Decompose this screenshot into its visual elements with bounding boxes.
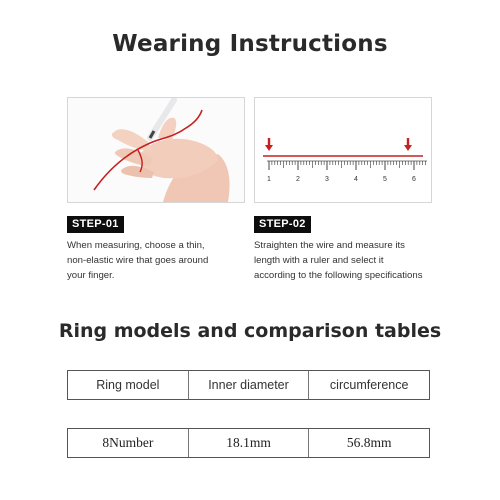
step2-line: length with a ruler and select it: [254, 255, 384, 266]
table-header-row: [67, 370, 430, 400]
page-title: Wearing Instructions: [112, 31, 388, 57]
table-row: [67, 428, 430, 458]
ruler-label: 5: [383, 176, 387, 183]
ruler-label: 2: [296, 176, 300, 183]
arrow-down-icon: [404, 145, 412, 151]
step2-illustration: [254, 97, 432, 203]
table-title: Ring models and comparison tables: [58, 320, 442, 342]
step1-line: non-elastic wire that goes around: [67, 255, 209, 266]
step1-badge: STEP-01: [67, 216, 124, 233]
step2-line: according to the following specifications: [254, 270, 423, 281]
cell-ring-model: 8Number: [67, 429, 188, 457]
ruler-label: 3: [325, 176, 329, 183]
step1-line: your finger.: [67, 270, 115, 281]
step2-line: Straighten the wire and measure its: [254, 240, 405, 251]
ruler-label: 6: [412, 176, 416, 183]
ruler-label: 1: [267, 176, 271, 183]
step1-illustration: [67, 97, 245, 203]
ruler-label: 4: [354, 176, 358, 183]
ruler-image: [255, 98, 431, 202]
hand-wire-image: [68, 98, 244, 202]
cell-inner-diameter: 18.1mm: [188, 429, 309, 457]
step2-description: [254, 238, 454, 283]
step2-badge: STEP-02: [254, 216, 311, 233]
step1-line: When measuring, choose a thin,: [67, 240, 205, 251]
arrow-down-icon: [265, 145, 273, 151]
header-ring-model: Ring model: [67, 371, 188, 399]
header-inner-diameter: Inner diameter: [188, 371, 309, 399]
step1-description: [67, 238, 257, 283]
header-circumference: circumference: [308, 371, 430, 399]
cell-circumference: 56.8mm: [308, 429, 430, 457]
